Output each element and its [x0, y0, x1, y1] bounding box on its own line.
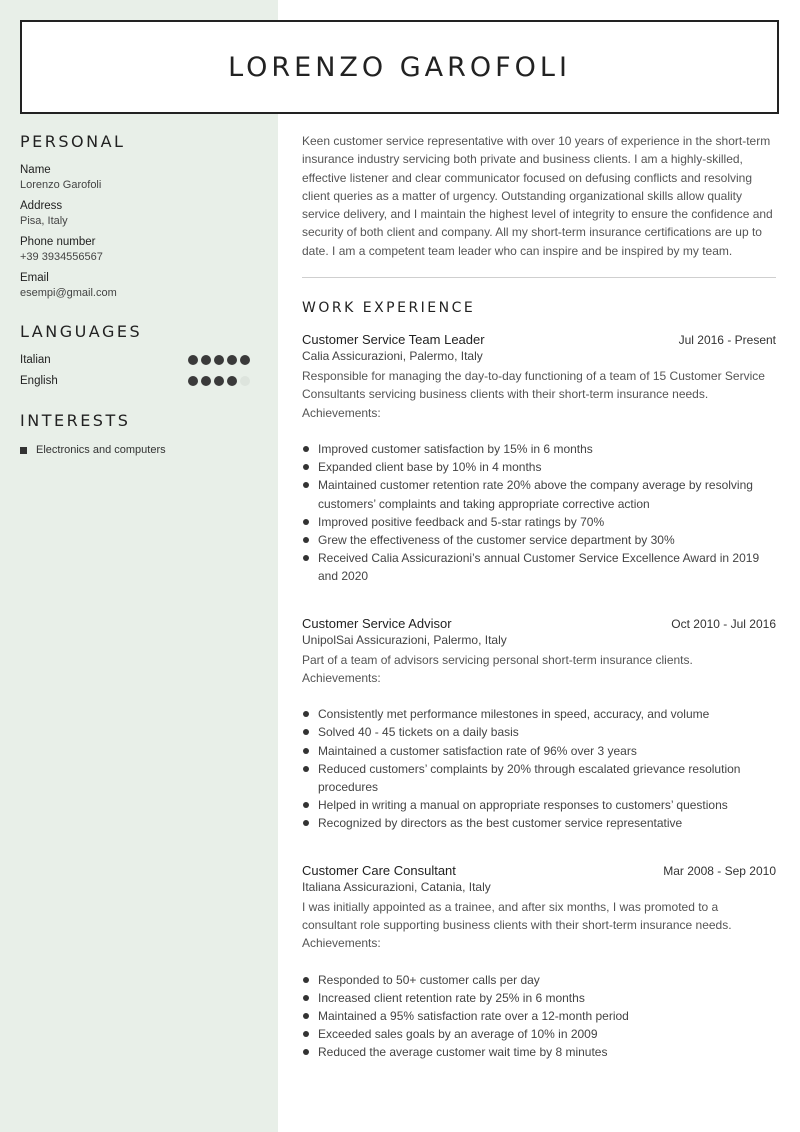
- language-level-rating: [188, 355, 250, 365]
- achievement-item: Improved positive feedback and 5-star ratings by 70%: [302, 513, 776, 531]
- job-description: [302, 651, 776, 688]
- achievement-item: Responded to 50+ customer calls per day: [302, 971, 776, 989]
- personal-section-title: PERSONAL: [20, 132, 126, 151]
- job-title: Customer Service Advisor: [302, 615, 452, 631]
- achievement-item: Expanded client base by 10% in 4 months: [302, 458, 776, 476]
- level-dot-empty: [240, 376, 250, 386]
- job-title: Customer Care Consultant: [302, 862, 456, 878]
- interest-item: [20, 444, 260, 456]
- personal-fields: [20, 163, 260, 301]
- level-dot-filled: [188, 376, 198, 386]
- field-value: +39 3934556567: [20, 251, 103, 263]
- job-entry: [302, 616, 776, 833]
- field-label: Name: [20, 164, 51, 176]
- field-value: esempi@gmail.com: [20, 287, 117, 299]
- job-dates: Oct 2010 - Jul 2016: [671, 616, 776, 631]
- field-label: Address: [20, 200, 63, 212]
- field-value: Pisa, Italy: [20, 215, 68, 227]
- level-dot-filled: [227, 355, 237, 365]
- job-description-text: Responsible for managing the day-to-day functioning of a team of 15 Customer Service Consultants servicing business clients with their short-term insurance needs.: [302, 369, 765, 402]
- level-dot-filled: [214, 376, 224, 386]
- field-address: [20, 199, 260, 229]
- level-dot-filled: [240, 355, 250, 365]
- language-row-italian: [20, 349, 260, 370]
- field-phone: [20, 235, 260, 265]
- level-dot-filled: [201, 376, 211, 386]
- main-content: [302, 132, 776, 1062]
- job-header: [302, 863, 776, 878]
- interest-label: Electronics and computers: [36, 444, 166, 456]
- achievement-item: Grew the effectiveness of the customer service department by 30%: [302, 531, 776, 549]
- candidate-name: LORENZO GAROFOLI: [228, 51, 571, 83]
- job-description: [302, 367, 776, 422]
- achievement-item: Consistently met performance milestones in speed, accuracy, and volume: [302, 705, 776, 723]
- job-description: [302, 898, 776, 953]
- job-company: UnipolSai Assicurazioni, Palermo, Italy: [302, 632, 507, 647]
- language-level-rating: [188, 376, 250, 386]
- job-entry: [302, 863, 776, 1062]
- level-dot-filled: [227, 376, 237, 386]
- level-dot-filled: [201, 355, 211, 365]
- achievements-list: [302, 705, 776, 832]
- work-experience-title: WORK EXPERIENCE: [302, 300, 476, 317]
- job-company: Calia Assicurazioni, Palermo, Italy: [302, 349, 483, 364]
- achievement-item: Solved 40 - 45 tickets on a daily basis: [302, 723, 776, 741]
- achievement-item: Reduced customers’ complaints by 20% through escalated grievance resolution procedures: [302, 760, 776, 796]
- field-label: Phone number: [20, 236, 96, 248]
- job-company: Italiana Assicurazioni, Catania, Italy: [302, 879, 491, 894]
- achievement-item: Helped in writing a manual on appropriate responses to customers’ questions: [302, 796, 776, 814]
- job-description-text: I was initially appointed as a trainee, and after six months, I was promoted to a consultant role supporting business clients with their short-term insurance needs.: [302, 899, 732, 932]
- profile-summary: Keen customer service representative with over 10 years of experience in the short-term insurance industry servicing both private and business clients. I am a highly-skilled, effective listener and clear communicator focused on defusing conflicts and resolving client queries as a matter of urgency. Outstanding organizational skills allow quality service delivery, and I maintain the highest level of integrity to ensure the confidence and security of both client and company. All my short-term insurance certifications are up to date. I am a competent team leader who can inspire and be inspired by my team.: [302, 134, 773, 258]
- field-label: Email: [20, 272, 49, 284]
- achievement-item: Maintained a customer satisfaction rate of 96% over 3 years: [302, 742, 776, 760]
- achievement-item: Improved customer satisfaction by 15% in 6 months: [302, 440, 776, 458]
- languages-list: [20, 349, 260, 391]
- level-dot-filled: [188, 355, 198, 365]
- job-dates: Jul 2016 - Present: [678, 333, 776, 348]
- achievements-label: Achievements:: [302, 670, 381, 685]
- job-description-text: Part of a team of advisors servicing personal short-term insurance clients.: [302, 652, 693, 667]
- achievement-item: Increased client retention rate by 25% in 6 months: [302, 989, 776, 1007]
- field-value: Lorenzo Garofoli: [20, 179, 102, 191]
- sidebar: [20, 132, 260, 456]
- achievement-item: Maintained customer retention rate 20% above the company average by resolving customers’ complaints and taking appropriate corrective action: [302, 476, 776, 512]
- language-row-english: [20, 370, 260, 391]
- job-header: [302, 616, 776, 631]
- achievements-label: Achievements:: [302, 405, 381, 420]
- achievements-list: [302, 440, 776, 586]
- square-bullet-icon: [20, 447, 27, 454]
- field-email: [20, 271, 260, 301]
- job-title: Customer Service Team Leader: [302, 332, 485, 348]
- language-name: Italian: [20, 353, 51, 366]
- interests-section-title: INTERESTS: [20, 411, 131, 430]
- field-name: [20, 163, 260, 193]
- achievement-item: Received Calia Assicurazioni’s annual Customer Service Excellence Award in 2019 and 2020: [302, 549, 776, 585]
- language-name: English: [20, 374, 58, 387]
- section-divider: [302, 277, 776, 278]
- achievement-item: Recognized by directors as the best customer service representative: [302, 814, 776, 832]
- level-dot-filled: [214, 355, 224, 365]
- achievement-item: Exceeded sales goals by an average of 10% in 2009: [302, 1025, 776, 1043]
- job-dates: Mar 2008 - Sep 2010: [663, 863, 776, 878]
- job-header: [302, 332, 776, 347]
- achievement-item: Reduced the average customer wait time by 8 minutes: [302, 1043, 776, 1061]
- job-entry: [302, 332, 776, 586]
- achievement-item: Maintained a 95% satisfaction rate over a 12-month period: [302, 1007, 776, 1025]
- languages-section-title: LANGUAGES: [20, 322, 143, 341]
- achievements-label: Achievements:: [302, 936, 381, 951]
- name-header: [20, 20, 779, 114]
- achievements-list: [302, 971, 776, 1062]
